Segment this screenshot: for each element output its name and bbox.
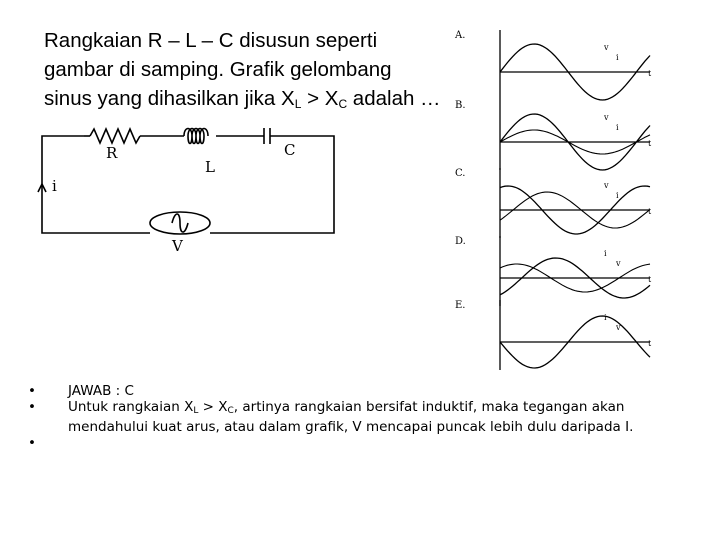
time-axis-label: t [648, 69, 652, 78]
subscript-c: C [338, 97, 348, 111]
time-axis-label: t [648, 139, 652, 148]
answer-line-1: JAWAB : C [68, 383, 134, 399]
question-line-1: Rangkaian R – L – C disusun seperti [44, 29, 378, 52]
curve-label-2: v [616, 259, 621, 268]
answer-line-3: mendahului kuat arus, atau dalam grafik, V mencapai puncak lebih dulu daripada I. [68, 419, 634, 435]
bullet-dot: • [28, 383, 36, 399]
answer-line-2-start: Untuk rangkaian X [68, 399, 194, 415]
time-axis-label: t [648, 339, 652, 348]
answer-subscript-l: L [193, 406, 199, 416]
option-letter: E. [455, 300, 466, 311]
curve-label-1: i [604, 249, 607, 258]
time-axis-label: t [648, 207, 652, 216]
subscript-l: L [294, 97, 302, 111]
curve-label-2: i [616, 191, 619, 200]
curve-label-2: i [616, 123, 619, 132]
curve-label-1: v [604, 43, 609, 52]
answer-section [28, 383, 708, 451]
answer-line-2 [68, 399, 624, 415]
capacitor-label: C [284, 141, 296, 159]
option-letter: C. [455, 168, 466, 179]
current-label: i [52, 177, 57, 195]
time-axis-label: t [648, 275, 652, 284]
option-letter: A. [455, 30, 466, 41]
question-line-3-start: sinus yang dihasilkan jika X [44, 87, 295, 110]
source-label: V [172, 237, 183, 255]
curve-label-2: v [616, 323, 621, 332]
question-line-2: gambar di samping. Grafik gelombang [44, 58, 392, 81]
curve-label-2: i [616, 53, 619, 62]
answer-greater-than: > X [198, 399, 228, 415]
question-line-3-end: adalah … [347, 87, 441, 110]
answer-bullet-2 [28, 399, 708, 435]
curve-label-1: v [604, 181, 609, 190]
bullet-dot: • [28, 399, 36, 415]
curve-label-1: v [604, 113, 609, 122]
resistor-label: R [106, 144, 118, 162]
answer-subscript-c: C [227, 406, 234, 416]
bullet-dot: • [28, 435, 36, 451]
answer-line-2-end: , artinya rangkaian bersifat induktif, maka tegangan akan [233, 399, 625, 415]
option-letter: D. [455, 236, 466, 247]
answer-bullet-1 [28, 383, 708, 399]
inductor-label: L [205, 158, 215, 176]
curve-label-1: i [604, 313, 607, 322]
option-letter: B. [455, 100, 466, 111]
question-greater-than: > X [301, 87, 339, 110]
